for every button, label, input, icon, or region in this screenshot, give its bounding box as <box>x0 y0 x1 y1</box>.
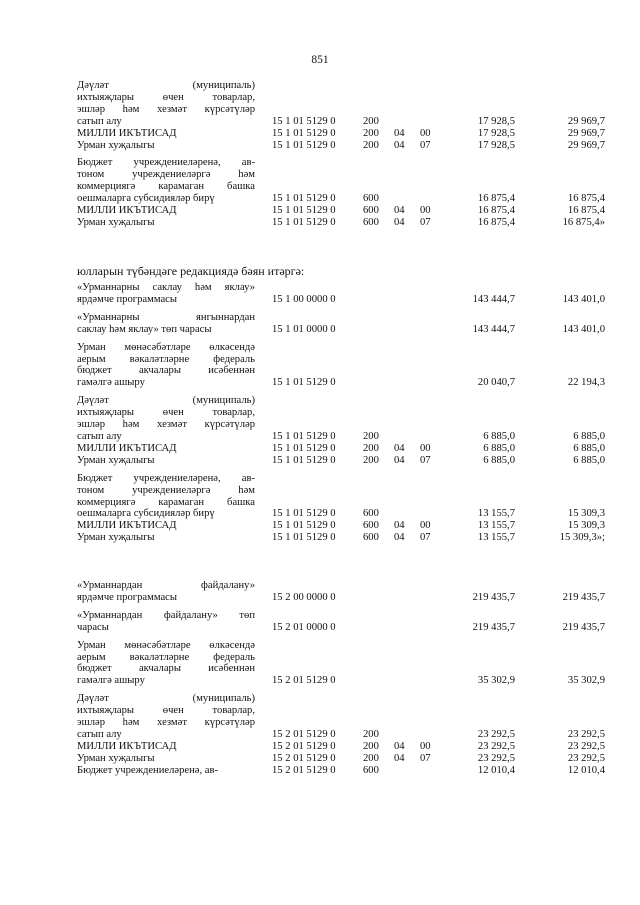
row-code: 15 1 01 5129 0 <box>272 520 336 532</box>
description-line: оешмаларга субсидияләр бирү <box>77 508 215 520</box>
row-subsection-code: 07 <box>420 532 431 544</box>
description-line: Дәүләт (муниципаль) <box>77 80 255 91</box>
row-type-code: 200 <box>363 127 379 139</box>
row-description <box>77 312 255 336</box>
row-code: 15 1 01 5129 0 <box>272 377 336 389</box>
row-section-code: 04 <box>394 752 405 764</box>
description-line: ихтыяҗлары өчен товарлар, <box>77 407 255 419</box>
row-value-1: 16 875,4 <box>477 205 515 217</box>
row-type-code: 200 <box>363 752 379 764</box>
table-row <box>0 205 640 217</box>
row-code: 15 1 01 5129 0 <box>272 205 336 217</box>
row-code: 15 2 01 0000 0 <box>272 621 336 633</box>
description-line: ихтыяҗлары өчен товарлар, <box>77 705 255 717</box>
row-description <box>77 395 255 443</box>
description-line: оешмаларга субсидияләр бирү <box>77 193 215 205</box>
description-line: бюджет акчалары исәбеннән <box>77 663 255 675</box>
row-code: 15 1 01 5129 0 <box>272 430 336 442</box>
table-row <box>0 217 640 229</box>
budget-block <box>0 282 640 544</box>
row-value-2: 29 969,7 <box>567 139 605 151</box>
row-code: 15 1 01 5129 0 <box>272 532 336 544</box>
row-code: 15 2 01 5129 0 <box>272 675 336 687</box>
row-value-2: 29 969,7 <box>567 127 605 139</box>
table-row <box>0 580 640 604</box>
row-description <box>77 520 255 532</box>
description-line: Бюджет учреждениеләренә, ав- <box>77 764 218 776</box>
row-value-2: 219 435,7 <box>562 591 605 603</box>
row-code: 15 1 01 0000 0 <box>272 323 336 335</box>
row-description <box>77 765 255 777</box>
row-value-1: 23 292,5 <box>477 740 515 752</box>
row-type-code: 200 <box>363 430 379 442</box>
row-code: 15 1 00 0000 0 <box>272 293 336 305</box>
description-line: эшләр һәм хезмәт күрсәтүләр <box>77 419 255 431</box>
row-value-2: 35 302,9 <box>567 675 605 687</box>
row-value-1: 219 435,7 <box>472 621 515 633</box>
row-value-2: 15 309,3 <box>567 508 605 520</box>
description-line: Урман хуҗалыгы <box>77 454 155 466</box>
row-section-code: 04 <box>394 740 405 752</box>
row-description <box>77 455 255 467</box>
row-subsection-code: 00 <box>420 740 431 752</box>
description-line: сатып алу <box>77 430 122 442</box>
description-line: саклау һәм яклау» төп чарасы <box>77 323 212 335</box>
row-description <box>77 532 255 544</box>
row-subsection-code: 07 <box>420 139 431 151</box>
row-value-2: 219 435,7 <box>562 621 605 633</box>
description-line: эшләр һәм хезмәт күрсәтүләр <box>77 717 255 729</box>
description-line: сатып алу <box>77 728 122 740</box>
table-row <box>0 395 640 443</box>
row-value-1: 20 040,7 <box>477 377 515 389</box>
row-value-2: 6 885,0 <box>573 454 605 466</box>
row-value-2: 23 292,5 <box>567 740 605 752</box>
row-value-1: 6 885,0 <box>483 430 515 442</box>
row-value-2: 22 194,3 <box>567 377 605 389</box>
row-section-code: 04 <box>394 520 405 532</box>
description-line: Урман хуҗалыгы <box>77 532 155 544</box>
row-type-code: 200 <box>363 728 379 740</box>
table-row <box>0 312 640 336</box>
row-code: 15 2 00 0000 0 <box>272 591 336 603</box>
description-line: коммерциягә карамаган башка <box>77 496 255 508</box>
row-subsection-code: 07 <box>420 454 431 466</box>
table-row <box>0 765 640 777</box>
table-row <box>0 342 640 390</box>
row-value-1: 23 292,5 <box>477 752 515 764</box>
row-description <box>77 640 255 688</box>
row-section-code: 04 <box>394 139 405 151</box>
row-value-2: 15 309,3 <box>567 520 605 532</box>
row-type-code: 200 <box>363 115 379 127</box>
table-row <box>0 443 640 455</box>
row-description <box>77 205 255 217</box>
row-code: 15 1 01 5129 0 <box>272 115 336 127</box>
description-line: чарасы <box>77 621 109 633</box>
row-section-code: 04 <box>394 205 405 217</box>
row-value-1: 16 875,4 <box>477 193 515 205</box>
row-code: 15 2 01 5129 0 <box>272 728 336 740</box>
description-line: эшләр һәм хезмәт күрсәтүләр <box>77 103 255 115</box>
description-line: Урман мөнәсәбәтләре өлкәсендә <box>77 639 255 651</box>
description-line: гамәлгә ашыру <box>77 377 145 389</box>
row-type-code: 600 <box>363 764 379 776</box>
description-line: «Урманнарны саклау һәм яклау» <box>77 282 255 293</box>
row-description <box>77 140 255 152</box>
description-line: Бюджет учреждениеләренә, ав- <box>77 472 255 484</box>
row-subsection-code: 00 <box>420 205 431 217</box>
description-line: сатып алу <box>77 115 122 127</box>
row-value-2: 16 875,4 <box>567 193 605 205</box>
row-type-code: 600 <box>363 205 379 217</box>
row-value-1: 143 444,7 <box>472 293 515 305</box>
description-line: Урман хуҗалыгы <box>77 216 155 228</box>
table-row <box>0 455 640 467</box>
row-value-1: 13 155,7 <box>477 520 515 532</box>
table-row <box>0 640 640 688</box>
description-line: бюджет акчалары исәбеннән <box>77 365 255 377</box>
description-line: коммерциягә карамаган башка <box>77 181 255 193</box>
description-line: ярдәмче программасы <box>77 293 177 305</box>
table-row <box>0 157 640 205</box>
row-value-2: 12 010,4 <box>567 764 605 776</box>
table-row <box>0 128 640 140</box>
row-description <box>77 473 255 521</box>
row-value-2: 23 292,5 <box>567 752 605 764</box>
row-description <box>77 80 255 128</box>
table-row <box>0 80 640 128</box>
row-code: 15 2 01 5129 0 <box>272 752 336 764</box>
row-description <box>77 443 255 455</box>
row-code: 15 1 01 5129 0 <box>272 139 336 151</box>
budget-block <box>0 580 640 777</box>
row-subsection-code: 07 <box>420 752 431 764</box>
row-value-1: 13 155,7 <box>477 532 515 544</box>
table-row <box>0 610 640 634</box>
row-subsection-code: 00 <box>420 442 431 454</box>
description-line: Дәүләт (муниципаль) <box>77 395 255 407</box>
table-row <box>0 753 640 765</box>
description-line: гамәлгә ашыру <box>77 675 145 687</box>
row-code: 15 1 01 5129 0 <box>272 216 336 228</box>
section-heading: юлларын түбәндәге редакциядә бәян итәргә: <box>77 264 305 278</box>
row-type-code: 200 <box>363 740 379 752</box>
row-code: 15 1 01 5129 0 <box>272 454 336 466</box>
description-line: тоном учреждениеләргә һәм <box>77 484 255 496</box>
table-row <box>0 693 640 741</box>
row-value-1: 23 292,5 <box>477 728 515 740</box>
row-code: 15 1 01 5129 0 <box>272 127 336 139</box>
row-description <box>77 610 255 634</box>
row-code: 15 2 01 5129 0 <box>272 740 336 752</box>
row-value-1: 12 010,4 <box>477 764 515 776</box>
description-line: аерым вәкаләтләрне федераль <box>77 353 255 365</box>
row-section-code: 04 <box>394 127 405 139</box>
row-value-1: 16 875,4 <box>477 216 515 228</box>
row-subsection-code: 00 <box>420 520 431 532</box>
table-row <box>0 140 640 152</box>
row-value-2: 16 875,4» <box>562 216 605 228</box>
row-value-2: 143 401,0 <box>562 293 605 305</box>
row-value-1: 35 302,9 <box>477 675 515 687</box>
row-type-code: 200 <box>363 442 379 454</box>
row-description <box>77 342 255 390</box>
row-code: 15 1 01 5129 0 <box>272 508 336 520</box>
row-code: 15 2 01 5129 0 <box>272 764 336 776</box>
row-value-2: 15 309,3»; <box>559 532 605 544</box>
row-subsection-code: 07 <box>420 216 431 228</box>
budget-block <box>0 80 640 229</box>
row-description <box>77 693 255 741</box>
description-line: Дәүләт (муниципаль) <box>77 693 255 705</box>
row-type-code: 200 <box>363 454 379 466</box>
row-section-code: 04 <box>394 454 405 466</box>
row-value-2: 6 885,0 <box>573 442 605 454</box>
row-section-code: 04 <box>394 442 405 454</box>
row-section-code: 04 <box>394 532 405 544</box>
row-value-2: 6 885,0 <box>573 430 605 442</box>
row-subsection-code: 00 <box>420 127 431 139</box>
description-line: «Урманнардан файдалану» <box>77 580 255 591</box>
description-line: ярдәмче программасы <box>77 591 177 603</box>
row-value-2: 143 401,0 <box>562 323 605 335</box>
description-line: Урман хуҗалыгы <box>77 752 155 764</box>
description-line: ихтыяҗлары өчен товарлар, <box>77 91 255 103</box>
row-type-code: 600 <box>363 193 379 205</box>
description-line: Урман мөнәсәбәтләре өлкәсендә <box>77 341 255 353</box>
description-line: МИЛЛИ ИКЪТИСАД <box>77 520 177 532</box>
description-line: МИЛЛИ ИКЪТИСАД <box>77 205 177 217</box>
row-value-1: 219 435,7 <box>472 591 515 603</box>
row-value-1: 13 155,7 <box>477 508 515 520</box>
row-type-code: 600 <box>363 532 379 544</box>
row-type-code: 600 <box>363 216 379 228</box>
row-description <box>77 282 255 306</box>
description-line: Бюджет учреждениеләренә, ав- <box>77 157 255 169</box>
row-type-code: 600 <box>363 508 379 520</box>
row-type-code: 200 <box>363 139 379 151</box>
row-value-1: 6 885,0 <box>483 454 515 466</box>
description-line: МИЛЛИ ИКЪТИСАД <box>77 442 177 454</box>
table-row <box>0 473 640 521</box>
description-line: МИЛЛИ ИКЪТИСАД <box>77 127 177 139</box>
row-value-1: 143 444,7 <box>472 323 515 335</box>
row-description <box>77 753 255 765</box>
description-line: «Урманнарны янгыннардан <box>77 311 255 323</box>
row-description <box>77 741 255 753</box>
row-value-1: 17 928,5 <box>477 115 515 127</box>
description-line: МИЛЛИ ИКЪТИСАД <box>77 740 177 752</box>
row-description <box>77 580 255 604</box>
page-number: 851 <box>311 54 329 66</box>
row-value-2: 29 969,7 <box>567 115 605 127</box>
description-line: «Урманнардан файдалану» төп <box>77 609 255 621</box>
row-type-code: 600 <box>363 520 379 532</box>
description-line: аерым вәкаләтләрне федераль <box>77 651 255 663</box>
description-line: тоном учреждениеләргә һәм <box>77 169 255 181</box>
table-row <box>0 532 640 544</box>
table-row <box>0 741 640 753</box>
row-description <box>77 128 255 140</box>
row-value-1: 6 885,0 <box>483 442 515 454</box>
description-line: Урман хуҗалыгы <box>77 139 155 151</box>
row-section-code: 04 <box>394 216 405 228</box>
row-value-1: 17 928,5 <box>477 127 515 139</box>
row-value-1: 17 928,5 <box>477 139 515 151</box>
table-row <box>0 520 640 532</box>
table-row <box>0 282 640 306</box>
row-value-2: 23 292,5 <box>567 728 605 740</box>
row-value-2: 16 875,4 <box>567 205 605 217</box>
row-code: 15 1 01 5129 0 <box>272 442 336 454</box>
row-description <box>77 157 255 205</box>
row-description <box>77 217 255 229</box>
row-code: 15 1 01 5129 0 <box>272 193 336 205</box>
